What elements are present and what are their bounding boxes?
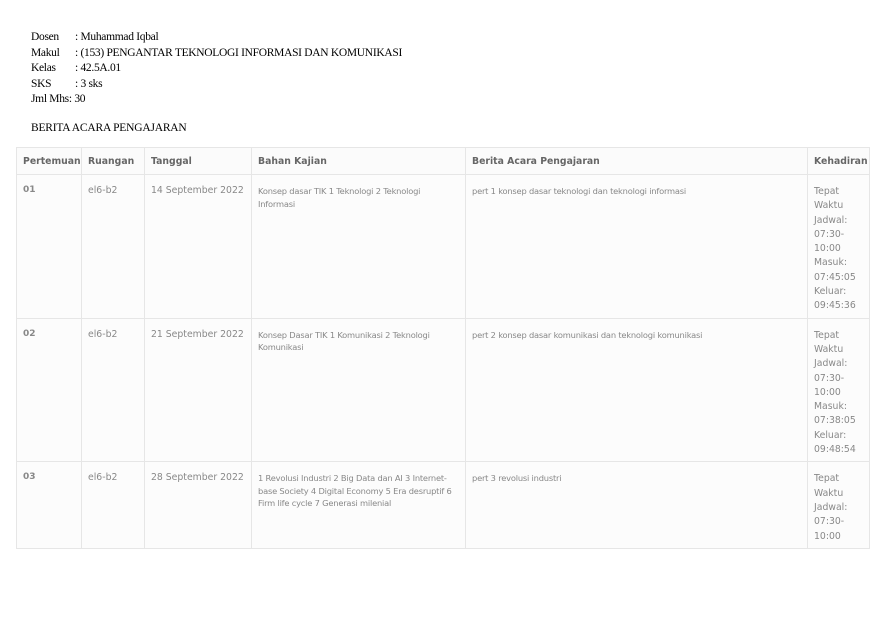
dosen-value: : Muhammad Iqbal xyxy=(75,31,159,43)
kelas-value: : 42.5A.01 xyxy=(75,62,121,75)
col-header-berita-acara: Berita Acara Pengajaran xyxy=(466,148,808,175)
table-header-row xyxy=(17,148,870,175)
cell-tanggal: 28 September 2022 xyxy=(145,462,252,548)
cell-kehadiran xyxy=(808,318,870,462)
jml-mhs-row xyxy=(31,92,402,108)
cell-berita-acara: pert 1 konsep dasar teknologi dan teknologi informasi xyxy=(466,175,808,319)
cell-berita-acara: pert 2 konsep dasar komunikasi dan teknologi komunikasi xyxy=(466,318,808,462)
cell-tanggal: 14 September 2022 xyxy=(145,175,252,319)
kelas-label: Kelas xyxy=(31,62,56,75)
kehadiran-line: 09:45:36 xyxy=(814,300,856,312)
kehadiran-line: 07:38:05 xyxy=(814,415,856,427)
table-row xyxy=(17,318,870,462)
table-row xyxy=(17,462,870,548)
sks-label: SKS xyxy=(31,77,52,90)
kehadiran-line: Waktu xyxy=(814,487,844,499)
col-header-pertemuan: Pertemuan xyxy=(17,148,82,175)
kehadiran-line: 10:00 xyxy=(814,530,841,542)
cell-berita-acara: pert 3 revolusi industri xyxy=(466,462,808,548)
cell-bahan-kajian: Konsep Dasar TIK 1 Komunikasi 2 Teknologi Komunikasi xyxy=(252,318,466,462)
kehadiran-line: 07:45:05 xyxy=(814,271,856,283)
kehadiran-line: Masuk: xyxy=(814,401,847,413)
cell-pertemuan: 03 xyxy=(17,462,82,548)
cell-bahan-kajian: Konsep dasar TIK 1 Teknologi 2 Teknologi Informasi xyxy=(252,175,466,319)
kehadiran-line: 07:30- xyxy=(814,516,845,528)
cell-ruangan: el6-b2 xyxy=(82,175,145,319)
makul-label: Makul xyxy=(31,46,60,59)
kelas-row xyxy=(31,61,402,77)
kehadiran-line: 10:00 xyxy=(814,386,841,398)
kehadiran-line: Waktu xyxy=(814,343,844,355)
kehadiran-line: Masuk: xyxy=(814,257,847,269)
dosen-label: Dosen xyxy=(31,31,59,43)
kehadiran-line: Jadwal: xyxy=(814,358,848,370)
document-title: BERITA ACARA PENGAJARAN xyxy=(31,122,187,134)
cell-tanggal: 21 September 2022 xyxy=(145,318,252,462)
berita-acara-table xyxy=(16,147,870,549)
cell-pertemuan: 01 xyxy=(17,175,82,319)
kehadiran-line: Tepat xyxy=(814,473,840,485)
kehadiran-line: Keluar: xyxy=(814,429,847,441)
kehadiran-line: 07:30- xyxy=(814,372,845,384)
sks-row xyxy=(31,77,402,93)
makul-value: : (153) PENGANTAR TEKNOLOGI INFORMASI DAN KOMUNIKASI xyxy=(75,46,402,59)
dosen-row xyxy=(31,30,402,46)
kehadiran-line: Tepat xyxy=(814,329,840,341)
kehadiran-line: Tepat xyxy=(814,186,840,197)
col-header-bahan-kajian: Bahan Kajian xyxy=(252,148,466,175)
cell-ruangan: el6-b2 xyxy=(82,462,145,548)
cell-kehadiran xyxy=(808,462,870,548)
kehadiran-line: 10:00 xyxy=(814,243,841,255)
cell-ruangan: el6-b2 xyxy=(82,318,145,462)
kehadiran-line: 09:48:54 xyxy=(814,444,856,456)
makul-row xyxy=(31,46,402,62)
jml-mhs-label: Jml Mhs xyxy=(31,93,69,106)
col-header-kehadiran: Kehadiran xyxy=(808,148,870,175)
sks-value: : 3 sks xyxy=(75,77,103,90)
cell-pertemuan: 02 xyxy=(17,318,82,462)
kehadiran-line: Waktu xyxy=(814,200,844,212)
course-info xyxy=(31,30,402,108)
table-row xyxy=(17,175,870,319)
cell-bahan-kajian: 1 Revolusi Industri 2 Big Data dan AI 3 Internet-base Society 4 Digital Economy 5 Era desruptif 6 Firm life cycle 7 Generasi milenial xyxy=(252,462,466,548)
kehadiran-line: Jadwal: xyxy=(814,501,848,513)
col-header-tanggal: Tanggal xyxy=(145,148,252,175)
kehadiran-line: Keluar: xyxy=(814,286,847,298)
kehadiran-line: 07:30- xyxy=(814,228,845,240)
jml-mhs-value: : 30 xyxy=(68,93,86,106)
cell-kehadiran xyxy=(808,175,870,319)
col-header-ruangan: Ruangan xyxy=(82,148,145,175)
kehadiran-line: Jadwal: xyxy=(814,214,848,226)
